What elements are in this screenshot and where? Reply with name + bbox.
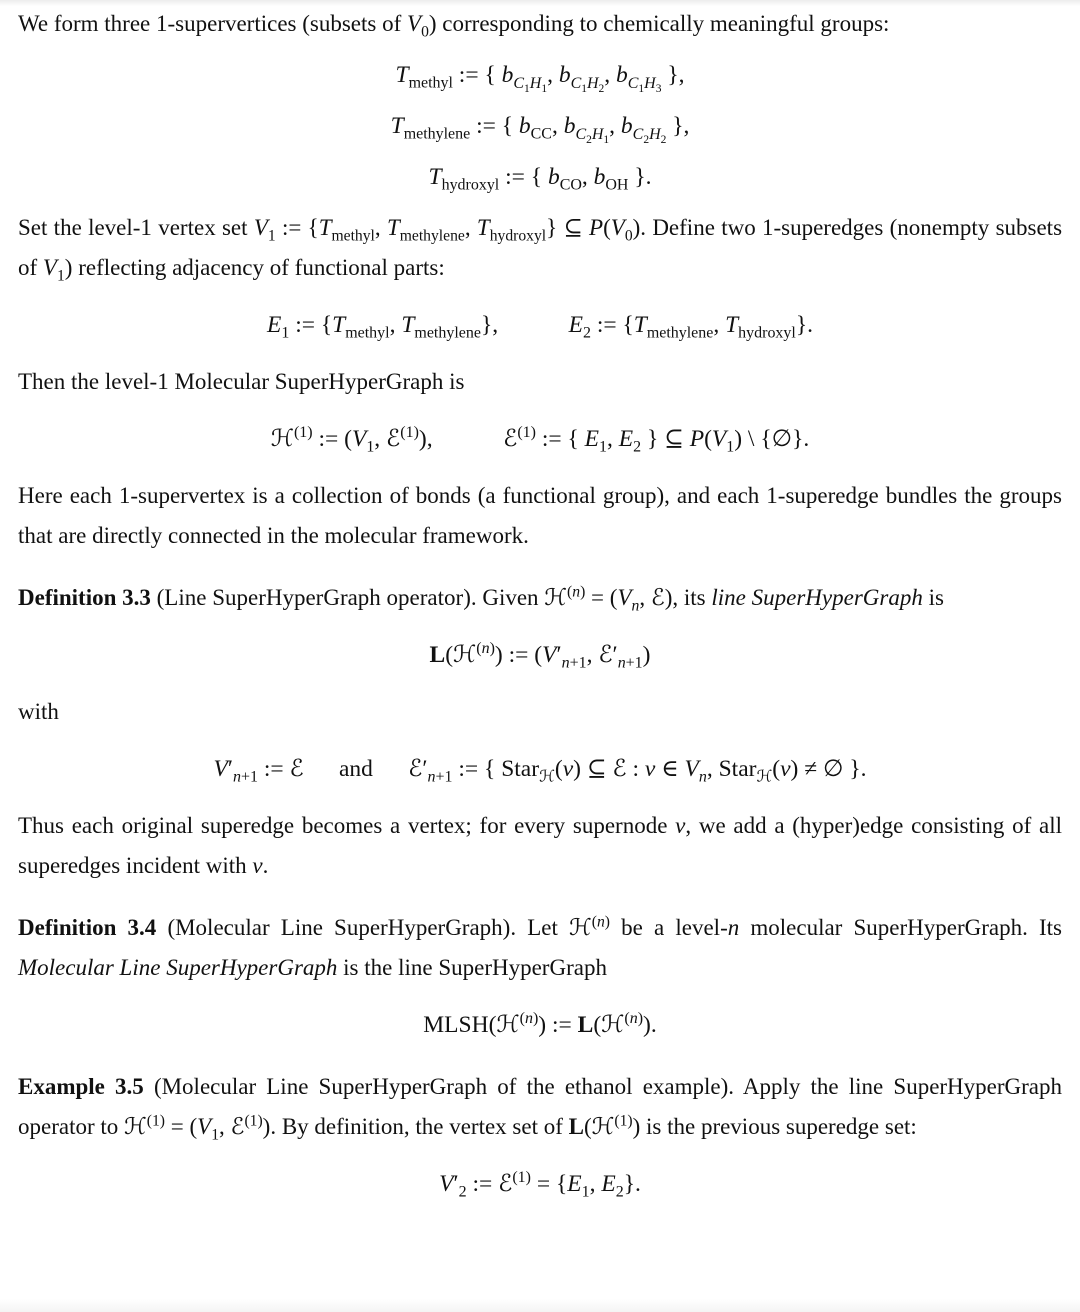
intro-paragraph: We form three 1-supervertices (subsets of $V_0$) corresponding to chemically meaningful groups: bbox=[18, 11, 890, 41]
equation-superedges-e1-e2: $E_1$ := {$T_{methyl}$, $T_{methylene}$}, $E_2$ := {$T_{methylene}$, $T_{hydroxyl}$}. bbox=[267, 312, 813, 342]
equation-mlsh: MLSH(ℋ$^{(n)}$) := L(ℋ$^{(n)}$). bbox=[423, 1010, 657, 1038]
vertexset-paragraph: Set the level-1 vertex set $V_1$ := {$T_{methyl}$, $T_{methylene}$, $T_{hydroxyl}$} ⊆ $P(V_0)$. Define two 1-superedges (nonempty subsets of $V_1$) reflecting adjacency of functional parts: bbox=[18, 215, 1063, 285]
then-paragraph: Then the level-1 Molecular SuperHyperGraph is bbox=[18, 369, 465, 394]
equation-line-operator: L(ℋ$^{(n)}$) := ($V'_{n+1}$, $ℰ'_{n+1}$) bbox=[429, 640, 651, 672]
equation-v2prime: $V'_2$ := ℰ$^{(1)}$ = {$E_1$, $E_2$}. bbox=[439, 1169, 641, 1201]
here-paragraph: Here each 1-supervertex is a collection of bonds (a functional group), and each 1-superedge bundles the groups that are directly connected in the molecular framework. bbox=[18, 483, 1062, 548]
definition-3-4-paragraph: Definition 3.4 (Molecular Line SuperHyperGraph). Let ℋ$^{(n)}$ be a level-n molecular SuperHyperGraph. Its Molecular Line SuperHyperGraph is the line SuperHyperGraph bbox=[18, 913, 1062, 980]
equation-t-methylene: $T_{methylene}$ := { $b_{CC}$, $b_{C_2H_1}$, $b_{C_2H_2}$ }, bbox=[390, 113, 690, 146]
equation-vprime-eprime: $V'_{n+1}$ := ℰ and $ℰ'_{n+1}$ := { Star$_ℋ$(v) ⊆ ℰ : v ∈ $V_n$, Star$_ℋ$(v) ≠ ∅ }. bbox=[213, 756, 867, 786]
example-3-5-paragraph: Example 3.5 (Molecular Line SuperHyperGraph of the ethanol example). Apply the line SuperHyperGraph operator to ℋ$^{(1)}$ = ($V_1$, ℰ$^{(1)}$). By definition, the vertex set of L(ℋ$^{(1)}$) is the previous superedge set: bbox=[18, 1074, 1063, 1144]
equation-t-hydroxyl: $T_{hydroxyl}$ := { $b_{CO}$, $b_{OH}$ }. bbox=[428, 164, 652, 194]
equation-level1-shg: ℋ$^{(1)}$ := ($V_1$, ℰ$^{(1)}$), ℰ$^{(1)}$ := { $E_1$, $E_2$ } ⊆ $P(V_1)$ \ {∅}. bbox=[270, 424, 810, 456]
definition-3-3-paragraph: Definition 3.3 (Line SuperHyperGraph operator). Given ℋ$^{(n)}$ = ($V_n$, ℰ), its line SuperHyperGraph is bbox=[18, 583, 944, 615]
with-paragraph: with bbox=[18, 699, 59, 724]
thus-paragraph: Thus each original superedge becomes a vertex; for every supernode v, we add a (hyper)edge consisting of all superedges incident with v. bbox=[18, 813, 1062, 878]
equation-t-methyl: $T_{methyl}$ := { $b_{C_1H_1}$, $b_{C_1H_2}$, $b_{C_1H_3}$ }, bbox=[395, 62, 685, 95]
